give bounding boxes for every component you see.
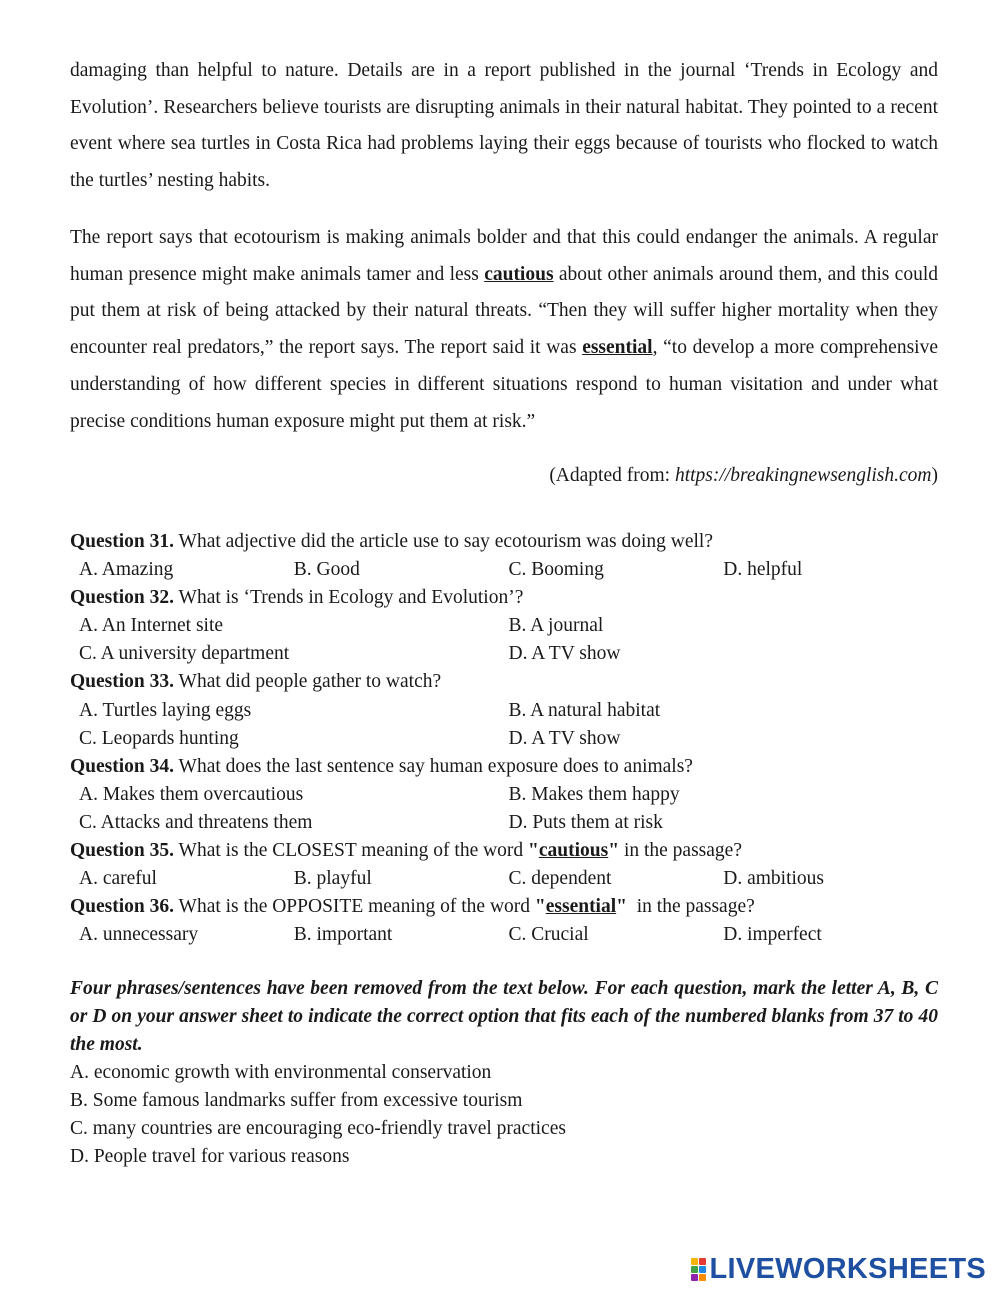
option-a[interactable]: A. unnecessary	[79, 924, 199, 946]
keyword-essential: essential	[582, 337, 653, 359]
option-b[interactable]: B. Good	[293, 559, 360, 581]
question-33-options-row-2	[70, 725, 938, 753]
question-text: in the passage?	[619, 840, 742, 862]
option-c[interactable]: C. Booming	[508, 559, 604, 581]
question-text: in the passage?	[626, 896, 755, 918]
question-36: Question 36. What is the OPPOSITE meaning of the word "essential" in the passage?	[70, 896, 755, 918]
option-b[interactable]: B. Makes them happy	[508, 783, 680, 805]
option-b[interactable]: B. important	[293, 924, 393, 946]
question-label: Question 34.	[70, 755, 175, 777]
choice-b: B. Some famous landmarks suffer from excessive tourism	[70, 1090, 523, 1112]
gap-fill-choices	[70, 1059, 938, 1171]
question-label: Question 33.	[70, 671, 175, 693]
question-35: Question 35. What is the CLOSEST meaning of the word "cautious" in the passage?	[70, 840, 742, 862]
question-text: What is the OPPOSITE meaning of the word	[174, 896, 535, 918]
question-36-options	[70, 921, 938, 949]
instruction-text: Four phrases/sentences have been removed from the text below. For each question, mark the letter A, B, C or D on your answer sheet to indicate the correct option that fits each of the numbered blanks from 37 to 40 the most.	[70, 978, 938, 1056]
logo-text: LIVEWORKSHEETS	[709, 1253, 986, 1285]
option-d[interactable]: D. imperfect	[723, 924, 822, 946]
choice-a: A. economic growth with environmental conservation	[70, 1062, 492, 1083]
question-label: Question 36.	[70, 896, 175, 918]
question-keyword: cautious	[538, 840, 609, 862]
question-32	[70, 584, 938, 612]
option-a[interactable]: A. Turtles laying eggs	[79, 699, 252, 721]
question-text: What is the CLOSEST meaning of the word	[174, 840, 529, 862]
passage-paragraph-1: damaging than helpful to nature. Details are in a report published in the journal ‘Trends in Ecology and Evolution’. Researchers believe tourists are disrupting animals in their natural habitat. They pointed to a recent event where sea turtles in Costa Rica had problems laying their eggs because of tourists who flocked to watch the turtles’ nesting habits.	[70, 60, 938, 192]
source-citation: (Adapted from: https://breakingnewsenglish.com)	[549, 465, 938, 486]
question-34-options-row-2	[70, 809, 938, 837]
question-32-options-row-1	[70, 612, 938, 640]
option-d[interactable]: D. helpful	[723, 559, 803, 581]
choice-c: C. many countries are encouraging eco-friendly travel practices	[70, 1118, 566, 1140]
option-d[interactable]: D. ambitious	[723, 868, 824, 890]
question-text: What adjective did the article use to say ecotourism was doing well?	[174, 531, 713, 552]
option-c[interactable]: C. Leopards hunting	[79, 727, 239, 749]
question-label: Question 32.	[70, 587, 175, 609]
question-33	[70, 668, 938, 696]
question-33-options-row-1	[70, 697, 938, 725]
passage-paragraph-2	[70, 220, 938, 440]
option-b[interactable]: B. A journal	[508, 615, 604, 637]
question-label: Question 35.	[70, 840, 175, 862]
option-a[interactable]: A. An Internet site	[79, 615, 224, 637]
option-d[interactable]: D. Puts them at risk	[508, 811, 663, 833]
question-34	[70, 753, 938, 781]
question-text: What is ‘Trends in Ecology and Evolution’?	[174, 587, 524, 609]
option-b[interactable]: B. playful	[293, 868, 372, 890]
option-d[interactable]: D. A TV show	[508, 727, 621, 749]
option-c[interactable]: C. Crucial	[508, 924, 589, 946]
passage-text: The report says that ecotourism is making animals bolder and that this could endanger the animals. A regular human presence might make animals tamer and less	[70, 227, 938, 285]
option-a[interactable]: A. Amazing	[79, 559, 174, 581]
question-31	[70, 528, 938, 556]
question-text: What did people gather to watch?	[174, 671, 442, 693]
option-a[interactable]: A. careful	[79, 868, 157, 890]
passage-text: about other animals around them, and this could put them at risk of being attacked by their natural threats. “Then they will suffer higher mortality when they encounter real predators,” the report says. The report said it was	[70, 263, 938, 359]
option-c[interactable]: C. A university department	[79, 643, 290, 665]
source-url: https://breakingnewsenglish.com	[674, 465, 932, 486]
liveworksheets-logo	[691, 1253, 987, 1286]
choice-d: D. People travel for various reasons	[70, 1146, 350, 1168]
question-text: What does the last sentence say human exposure does to animals?	[174, 755, 693, 777]
liveworksheets-logo-icon	[691, 1258, 706, 1281]
option-c[interactable]: C. Attacks and threatens them	[79, 811, 313, 833]
passage-text: , “to develop a more comprehensive understanding of how different species in different situations respond to human visitation and under what precise conditions human exposure might put them at risk.”	[70, 337, 939, 432]
question-34-options-row-1	[70, 781, 938, 809]
question-35-options	[70, 865, 938, 893]
option-c[interactable]: C. dependent	[508, 868, 612, 890]
question-label: Question 31.	[70, 531, 175, 552]
option-a[interactable]: A. Makes them overcautious	[79, 783, 304, 805]
question-keyword: essential	[545, 896, 617, 918]
question-list	[70, 528, 938, 949]
option-b[interactable]: B. A natural habitat	[508, 699, 661, 721]
keyword-cautious: cautious	[484, 263, 554, 285]
question-31-options	[70, 556, 938, 584]
option-d[interactable]: D. A TV show	[508, 643, 621, 665]
question-32-options-row-2	[70, 640, 938, 668]
